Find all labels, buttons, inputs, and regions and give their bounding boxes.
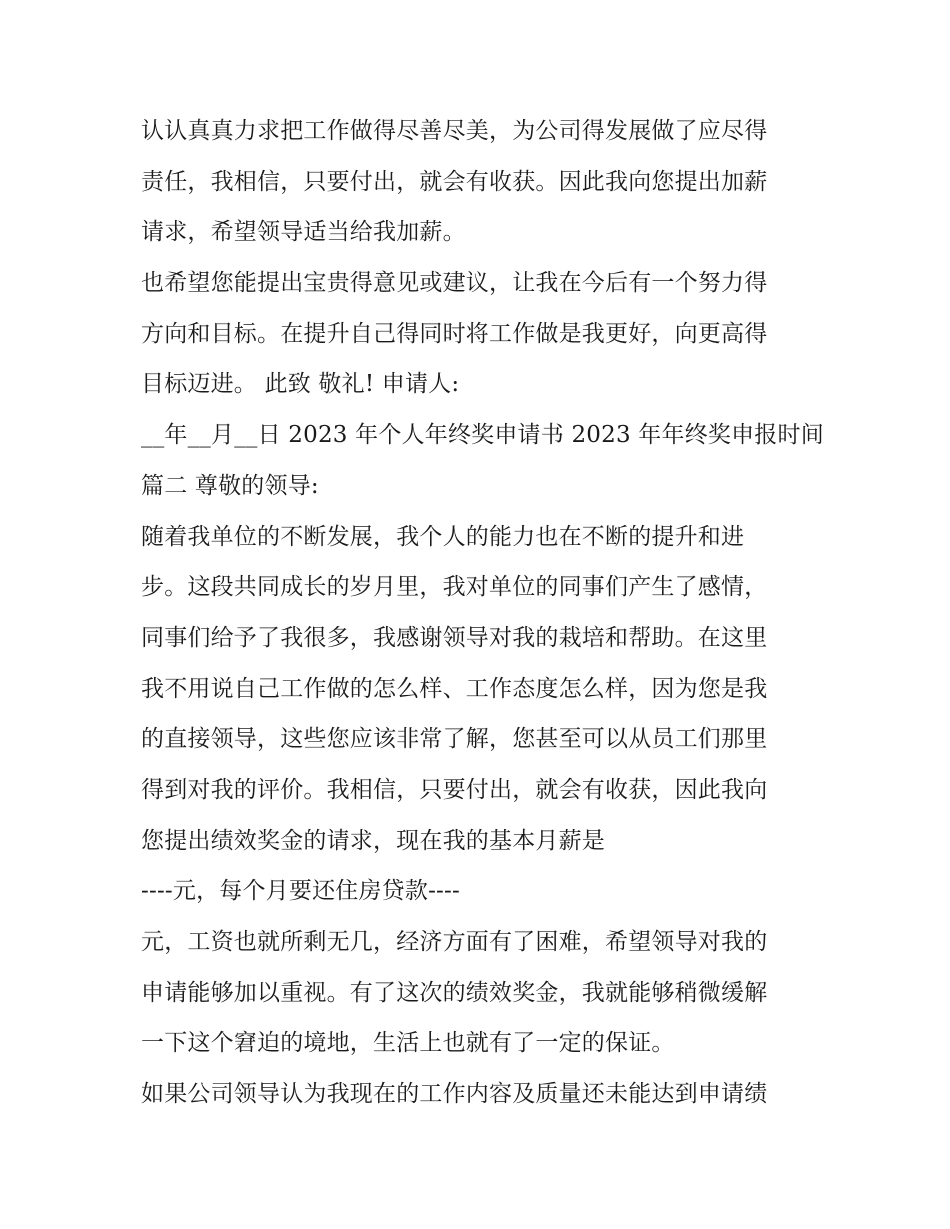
text-line: 一下这个窘迫的境地，生活上也就有了一定的保证。 [141,1030,675,1057]
section-heading: 篇二 尊敬的领导: [141,472,319,499]
document-body [141,108,824,1122]
text-line: 方向和目标。在提升自己得同时将工作做是我更好，向更高得 [141,320,768,347]
text-line: 责任，我相信，只要付出，就会有收获。因此我向您提出加薪 [141,168,768,195]
text-line: 认认真真力求把工作做得尽善尽美，为公司得发展做了应尽得 [141,118,768,144]
text-line: 请求，希望领导适当给我加薪。 [141,219,466,246]
text-line: 的直接领导，这些您应该非常了解，您甚至可以从员工们那里 [141,726,768,753]
text-line: 步。这段共同成长的岁月里，我对单位的同事们产生了感情， [141,574,768,601]
text-line: 得到对我的评价。我相信，只要付出，就会有收获，因此我向 [141,776,768,803]
text-line: ----元，每个月要还住房贷款---- [141,878,460,905]
text-line: 元，工资也就所剩无几，经济方面有了困难，希望领导对我的 [141,929,768,955]
text-line: 如果公司领导认为我现在的工作内容及质量还未能达到申请绩 [141,1081,768,1108]
text-line: 您提出绩效奖金的请求，现在我的基本月薪是 [141,827,605,854]
text-line: 随着我单位的不断发展，我个人的能力也在不断的提升和进 [141,523,745,550]
text-line: 目标迈进。 此致 敬礼! 申请人: [141,371,460,398]
text-line: 申请能够加以重视。有了这次的绩效奖金，我就能够稍微缓解 [141,979,768,1006]
text-line: 同事们给予了我很多，我感谢领导对我的栽培和帮助。在这里 [141,624,768,651]
text-line: 也希望您能提出宝贵得意见或建议，让我在今后有一个努力得 [141,270,768,297]
text-line: 我不用说自己工作做的怎么样、工作态度怎么样，因为您是我 [141,675,768,702]
text-line: __年__月__日 2023 年个人年终奖申请书 2023 年年终奖申报时间 [141,422,824,449]
